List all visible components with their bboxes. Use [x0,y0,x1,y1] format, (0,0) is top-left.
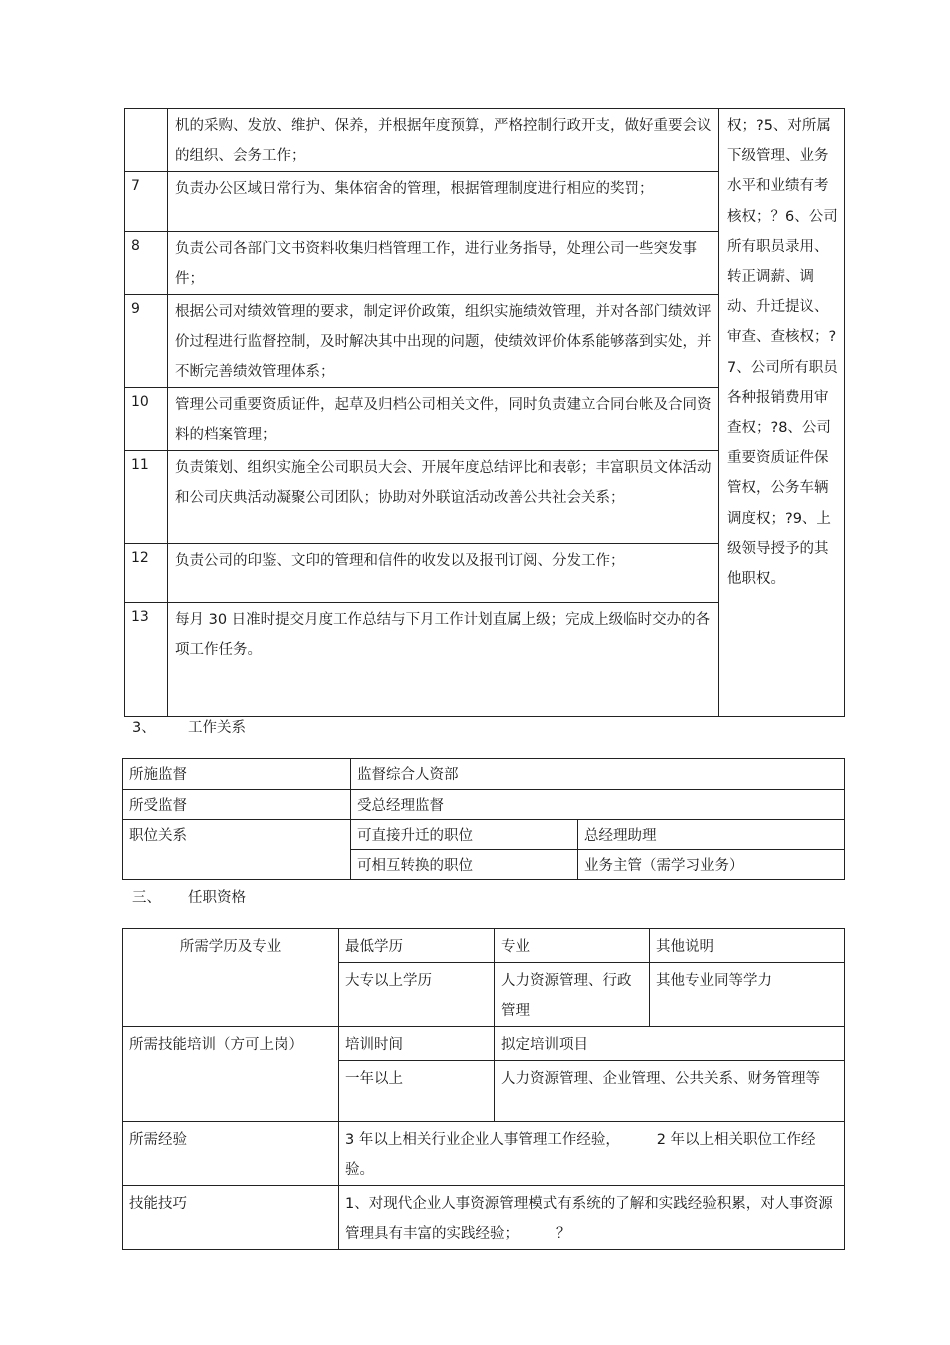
skills-label: 技能技巧 [123,1186,339,1250]
duty-number: 8 [125,232,168,295]
section-title: 工作关系 [188,720,246,736]
promote-label: 可直接升迁的职位 [351,820,578,850]
training-time-header: 培训时间 [339,1027,495,1061]
experience-label: 所需经验 [123,1122,339,1186]
duty-text: 负责策划、组织实施全公司职员大会、开展年度总结评比和表彰；丰富职员文体活动和公司庆典活动凝聚公司团队；协助对外联谊活动改善公共社会关系； [168,451,719,544]
training-items-header: 拟定培训项目 [495,1027,845,1061]
duties-table [124,108,845,717]
duty-text: 管理公司重要资质证件，起草及归档公司相关文件，同时负责建立合同台帐及合同资料的档案管理； [168,388,719,451]
duty-number: 9 [125,295,168,388]
transfer-label: 可相互转换的职位 [351,850,578,880]
supervised-label: 所受监督 [123,790,351,820]
qualifications-table [122,928,845,1250]
section-title: 任职资格 [188,890,246,906]
duty-text: 负责办公区域日常行为、集体宿舍的管理，根据管理制度进行相应的奖罚； [168,172,719,232]
duty-text: 负责公司各部门文书资料收集归档管理工作，进行业务指导，处理公司一些突发事件； [168,232,719,295]
duty-number: 12 [125,544,168,603]
training-time-value: 一年以上 [339,1061,495,1122]
supervise-value: 监督综合人资部 [351,759,845,790]
other-notes-value: 其他专业同等学力 [650,963,845,1027]
training-label: 所需技能培训（方可上岗） [123,1027,339,1122]
education-label: 所需学历及专业 [123,929,339,1027]
transfer-value: 业务主管（需学习业务） [578,850,845,880]
duty-text: 负责公司的印鉴、文印的管理和信件的收发以及报刊订阅、分发工作； [168,544,719,603]
relations-table [122,758,845,880]
duty-continuation-text: 机的采购、发放、维护、保养，并根据年度预算，严格控制行政开支，做好重要会议的组织、会务工作； [168,109,719,172]
authority-text: 权；?5、对所属下级管理、业务水平和业绩有考核权；？6、公司所有职员录用、转正调薪、调动、升迁提议、审查、查核权；?7、公司所有职员各种报销费用审查权；?8、公司重要资质证件保管权，公务车辆调度权；?9、上级领导授予的其他职权。 [719,109,845,717]
section-number: 3、 [132,720,156,736]
skills-value: 1、对现代企业人事资源管理模式有系统的了解和实践经验积累，对人事资源管理具有丰富的实践经验； ？ [339,1186,845,1250]
supervised-value: 受总经理监督 [351,790,845,820]
supervise-label: 所施监督 [123,759,351,790]
major-value: 人力资源管理、行政管理 [495,963,650,1027]
promote-value: 总经理助理 [578,820,845,850]
min-education-header: 最低学历 [339,929,495,963]
other-notes-header: 其他说明 [650,929,845,963]
duty-number: 13 [125,603,168,717]
major-header: 专业 [495,929,650,963]
position-relation-label: 职位关系 [123,820,351,880]
section-number: 三、 [132,890,161,906]
min-education-value: 大专以上学历 [339,963,495,1027]
duty-number: 7 [125,172,168,232]
experience-value: 3 年以上相关行业企业人事管理工作经验， 2 年以上相关职位工作经验。 [339,1122,845,1186]
duty-number-cell [125,109,168,172]
duty-number: 11 [125,451,168,544]
duty-number: 10 [125,388,168,451]
training-items-value: 人力资源管理、企业管理、公共关系、财务管理等 [495,1061,845,1122]
duty-text: 每月 30 日准时提交月度工作总结与下月工作计划直属上级；完成上级临时交办的各项工作任务。 [168,603,719,717]
duty-text: 根据公司对绩效管理的要求，制定评价政策，组织实施绩效管理，并对各部门绩效评价过程进行监督控制，及时解决其中出现的问题，使绩效评价体系能够落到实处，并不断完善绩效管理体系； [168,295,719,388]
